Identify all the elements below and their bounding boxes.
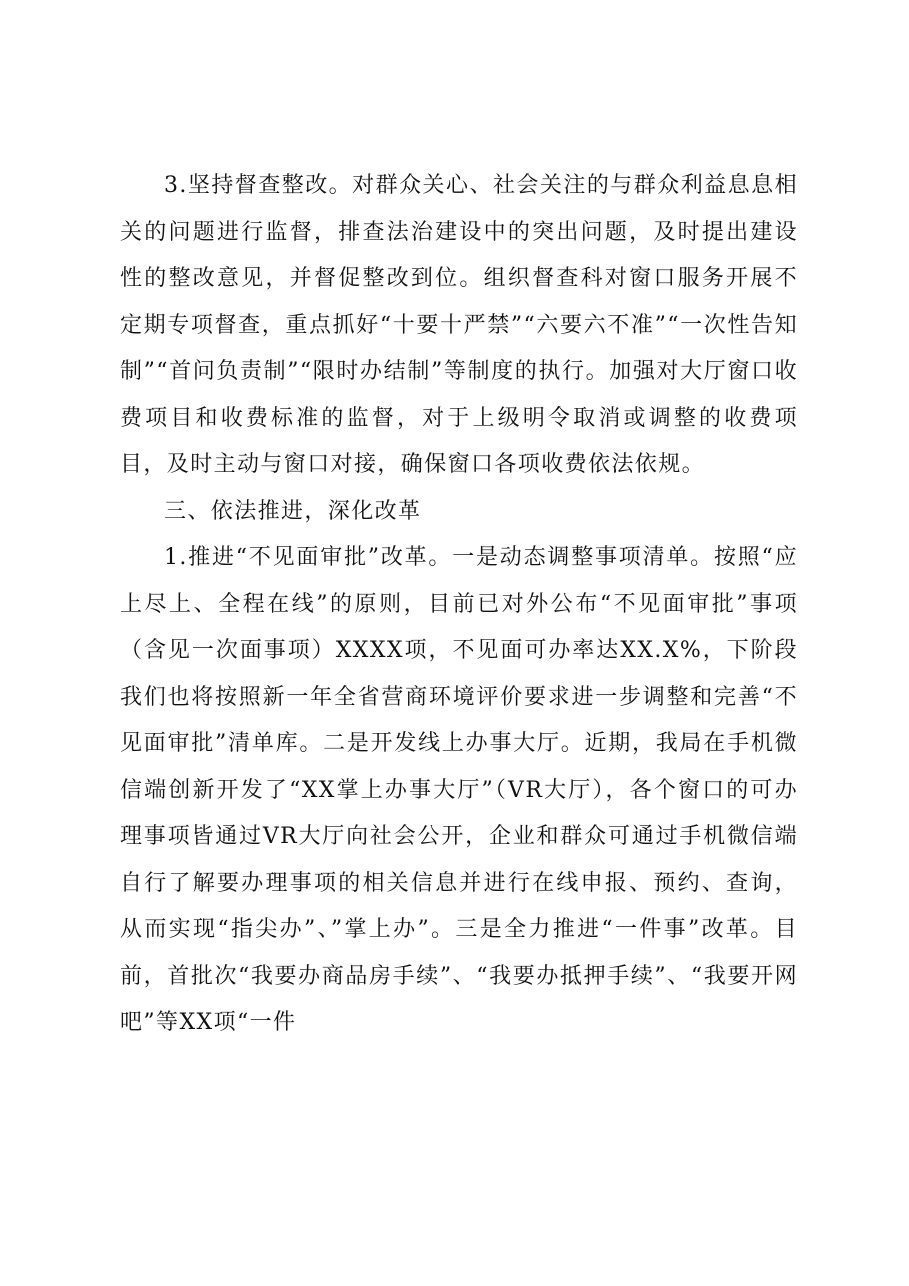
document-body bbox=[120, 163, 798, 1047]
paragraph-no-meeting-approval: 1.推进“不见面审批”改革。一是动态调整事项清单。按照“应上尽上、全程在线”的原则，目前已对外公布“不见面审批”事项（含见一次面事项）XXXX项，不见面可办率达XX.X%，下阶段我们也将按照新一年全省营商环境评价要求进一步调整和完善“不见面审批”清单库。二是开发线上办事大厅。近期，我局在手机微信端创新开发了“XX掌上办事大厅”（VR大厅），各个窗口的可办理事项皆通过VR大厅向社会公开，企业和群众可通过手机微信端自行了解要办理事项的相关信息并进行在线申报、预约、查询，从而实现“指尖办”、”掌上办”。三是全力推进“一件事”改革。目前，首批次“我要办商品房手续”、“我要办抵押手续”、“我要开网吧”等XX项“一件 bbox=[120, 545, 798, 1035]
section-heading-reform: 三、依法推进，深化改革 bbox=[164, 498, 422, 524]
paragraph-supervision-rectification: 3.坚持督查整改。对群众关心、社会关注的与群众利益息息相关的问题进行监督，排查法治建设中的突出问题，及时提出建设性的整改意见，并督促整改到位。组织督查科对窗口服务开展不定期专项督查，重点抓好“十要十严禁”“六要六不准”“一次性告知制”“首问负责制”“限时办结制”等制度的执行。加强对大厅窗口收费项目和收费标准的监督，对于上级明令取消或调整的收费项目，及时主动与窗口对接，确保窗口各项收费依法依规。 bbox=[120, 173, 798, 477]
